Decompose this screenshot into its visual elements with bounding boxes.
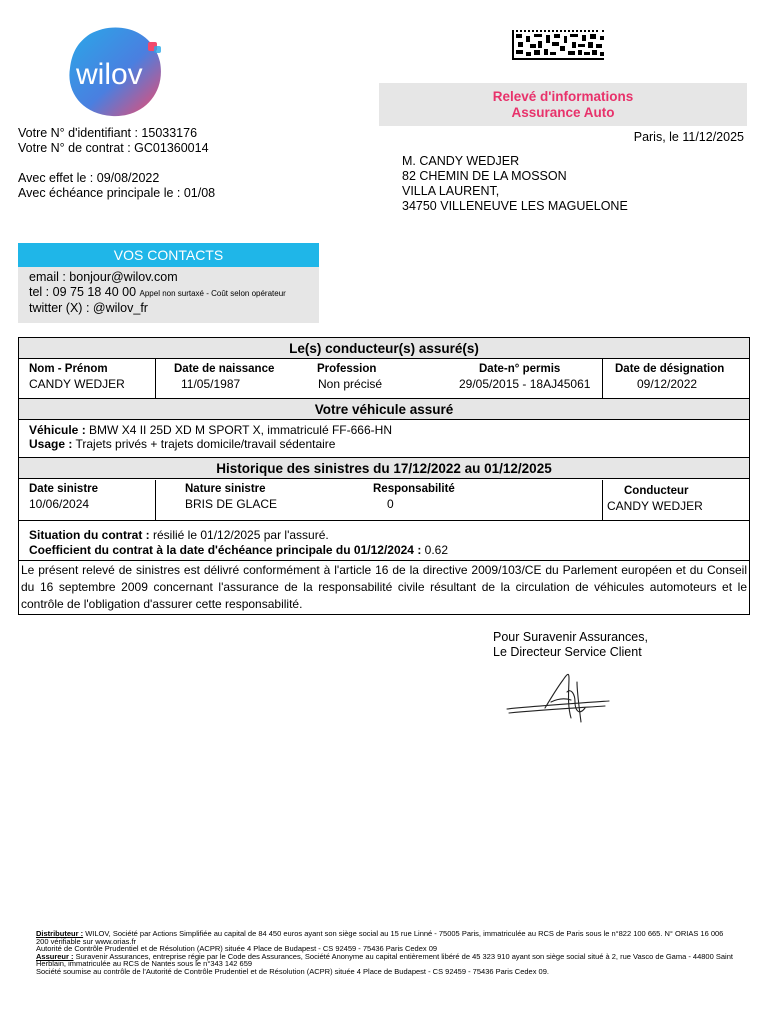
footer-distributor-label: Distributeur :	[36, 929, 84, 938]
claim-driver: CANDY WEDJER	[607, 499, 703, 513]
drivers-section-title: Le(s) conducteur(s) assuré(s)	[19, 338, 749, 359]
driver-header-birth: Date de naissance	[174, 363, 275, 375]
identifiers	[18, 126, 209, 156]
driver-birthdate: 11/05/1987	[181, 377, 241, 391]
contacts-title: VOS CONTACTS	[18, 243, 319, 267]
divider	[19, 520, 749, 521]
coefficient-value: 0.62	[424, 543, 449, 557]
footer-distributor	[36, 930, 736, 945]
claim-nature: BRIS DE GLACE	[185, 497, 278, 511]
divider	[155, 480, 156, 520]
recipient-address	[402, 154, 628, 214]
document-title	[379, 83, 747, 126]
contact-phone[interactable]	[29, 285, 319, 301]
driver-name: CANDY WEDJER	[29, 377, 125, 391]
address-line-2: VILLA LAURENT,	[402, 184, 500, 198]
coefficient-line	[29, 543, 448, 557]
situation-line	[29, 528, 329, 542]
vehicle-line	[29, 423, 392, 437]
driver-profession: Non précisé	[318, 377, 383, 391]
claim-header-nature: Nature sinistre	[185, 483, 266, 495]
signatory-line-1: Pour Suravenir Assurances,	[493, 630, 648, 644]
contrat-number: Votre N° de contrat : GC01360014	[18, 141, 209, 155]
claim-header-driver: Conducteur	[624, 485, 689, 497]
insurance-record-table	[18, 337, 750, 615]
claims-section-title: Historique des sinistres du 17/12/2022 au 01/12/2025	[19, 458, 749, 479]
contact-phone-note: Appel non surtaxé - Coût selon opérateur	[139, 289, 286, 298]
footer-insurer-acpr: Société soumise au contrôle de l'Autorité de Contrôle Prudentiel et de Résolution (ACPR) située 4 Place de Budapest - CS 92459 - 75436 Paris Cedex 09.	[36, 966, 549, 976]
legal-text: Le présent relevé de sinistres est délivré conformément à l'article 16 de la directive 2009/103/CE du Parlement européen et du Conseil du 16 septembre 2009 concernant l'assurance de la responsabilité civile résultant de la circulation de véhicules automoteurs et le contrôle de l'obligation d'assurer cette responsabilité.	[21, 563, 747, 611]
divider	[155, 359, 156, 398]
place-date: Paris, le 11/12/2025	[633, 130, 744, 144]
address-line-3: 34750 VILLENEUVE LES MAGUELONE	[402, 199, 628, 213]
driver-header-name: Nom - Prénom	[29, 363, 108, 375]
usage-label: Usage :	[29, 437, 73, 451]
coefficient-label: Coefficient du contrat à la date d'échéance principale du 01/12/2024 :	[29, 543, 422, 557]
vehicle-label: Véhicule :	[29, 423, 86, 437]
title-line-2: Assurance Auto	[511, 105, 615, 120]
footer-distributor-acpr: Autorité de Contrôle Prudentiel et de Résolution (ACPR) située 4 Place de Budapest - CS 92459 - 75436 Paris Cedex 09	[36, 944, 438, 953]
contact-phone-number: tel : 09 75 18 40 00	[29, 285, 137, 299]
situation-label: Situation du contrat :	[29, 528, 150, 542]
logo-text: wilov	[76, 58, 143, 91]
footer-insurer-text: Suravenir Assurances, entreprise régie par le Code des Assurances, Société Anonyme au capital entièrement libéré de 45 323 910 ayant son siège social situé à 2, rue Vasco de Gama - 44800 Saint Herblain, immatriculée au RCS de Nantes sous le n°343 142 659	[36, 951, 733, 968]
contract-dates	[18, 171, 215, 201]
contact-twitter[interactable]: twitter (X) : @wilov_fr	[29, 301, 148, 315]
address-line-1: 82 CHEMIN DE LA MOSSON	[402, 169, 567, 183]
usage-line	[29, 437, 335, 451]
usage-value: Trajets privés + trajets domicile/travail sédentaire	[75, 437, 336, 451]
divider	[602, 359, 603, 398]
signatory	[493, 630, 648, 660]
contacts-panel	[18, 267, 319, 323]
recipient-name: M. CANDY WEDJER	[402, 154, 520, 168]
claim-header-responsibility: Responsabilité	[373, 483, 455, 495]
divider	[602, 480, 603, 520]
title-line-1: Relevé d'informations	[492, 89, 634, 104]
vehicle-section-title: Votre véhicule assuré	[19, 399, 749, 420]
claim-header-date: Date sinistre	[29, 483, 99, 495]
vehicle-value: BMW X4 II 25D XD M SPORT X, immatriculé FF-666-HN	[89, 423, 392, 437]
footer-distributor-text: WILOV, Société par Actions Simplifiée au capital de 84 450 euros ayant son siège social au 15 rue Linné - 75005 Paris, immatriculée au RCS de Paris sous le n°822 100 665. N° ORIAS 16 006 200 vérifiable sur www.orias.fr	[36, 929, 724, 946]
driver-header-designation: Date de désignation	[615, 363, 725, 375]
contact-email[interactable]: email : bonjour@wilov.com	[29, 270, 178, 284]
handwritten-signature	[505, 668, 610, 724]
identifiant-number: Votre N° d'identifiant : 15033176	[18, 126, 198, 140]
wilov-logo	[60, 22, 170, 122]
driver-designation-date: 09/12/2022	[637, 377, 698, 391]
footer-insurer-label: Assureur :	[36, 951, 74, 961]
footer-insurer	[36, 953, 736, 968]
datamatrix-code	[512, 30, 604, 60]
echeance-date: Avec échéance principale le : 01/08	[18, 186, 216, 200]
claim-responsibility: 0	[387, 497, 394, 511]
claim-date: 10/06/2024	[29, 497, 90, 511]
driver-header-license: Date-n° permis	[479, 363, 561, 375]
effet-date: Avec effet le : 09/08/2022	[18, 171, 160, 185]
signatory-line-2: Le Directeur Service Client	[493, 645, 642, 659]
driver-license: 29/05/2015 - 18AJ45061	[459, 377, 591, 391]
legal-footer	[36, 930, 736, 975]
divider	[19, 560, 749, 561]
situation-value: résilié le 01/12/2025 par l'assuré.	[153, 528, 329, 542]
driver-header-profession: Profession	[317, 363, 377, 375]
